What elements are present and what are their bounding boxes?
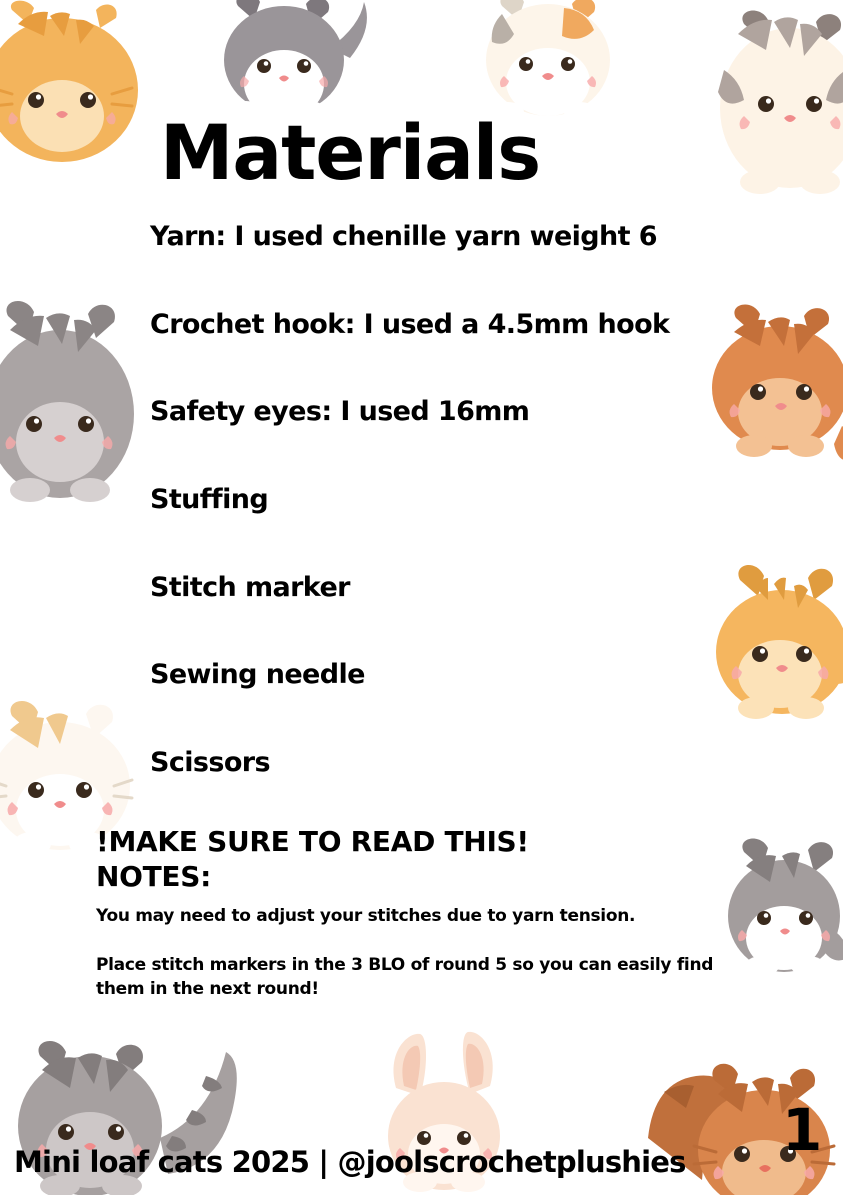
list-item: Stuffing (150, 484, 269, 516)
footer-credit: Mini loaf cats 2025 | @joolscrochetplushies (14, 1145, 686, 1179)
materials-list (150, 222, 750, 836)
notes-paragraph: You may need to adjust your stitches due to yarn tension. (96, 906, 636, 926)
list-item: Stitch marker (150, 571, 350, 603)
notes-warning: !MAKE SURE TO READ THIS! (96, 825, 529, 858)
notes-paragraph: Place stitch markers in the 3 BLO of round 5 so you can easily find them in the next round! (96, 954, 714, 1000)
list-item: Sewing needle (150, 659, 365, 691)
page-title: Materials (160, 108, 541, 197)
list-item: Crochet hook: I used a 4.5mm hook (150, 308, 670, 340)
list-item: Safety eyes: I used 16mm (150, 396, 530, 428)
list-item: Scissors (150, 747, 270, 779)
notes-section (96, 824, 736, 1026)
page-number: 1 (782, 1096, 823, 1164)
notes-label: NOTES: (96, 860, 212, 893)
list-item: Yarn: I used chenille yarn weight 6 (150, 221, 657, 252)
